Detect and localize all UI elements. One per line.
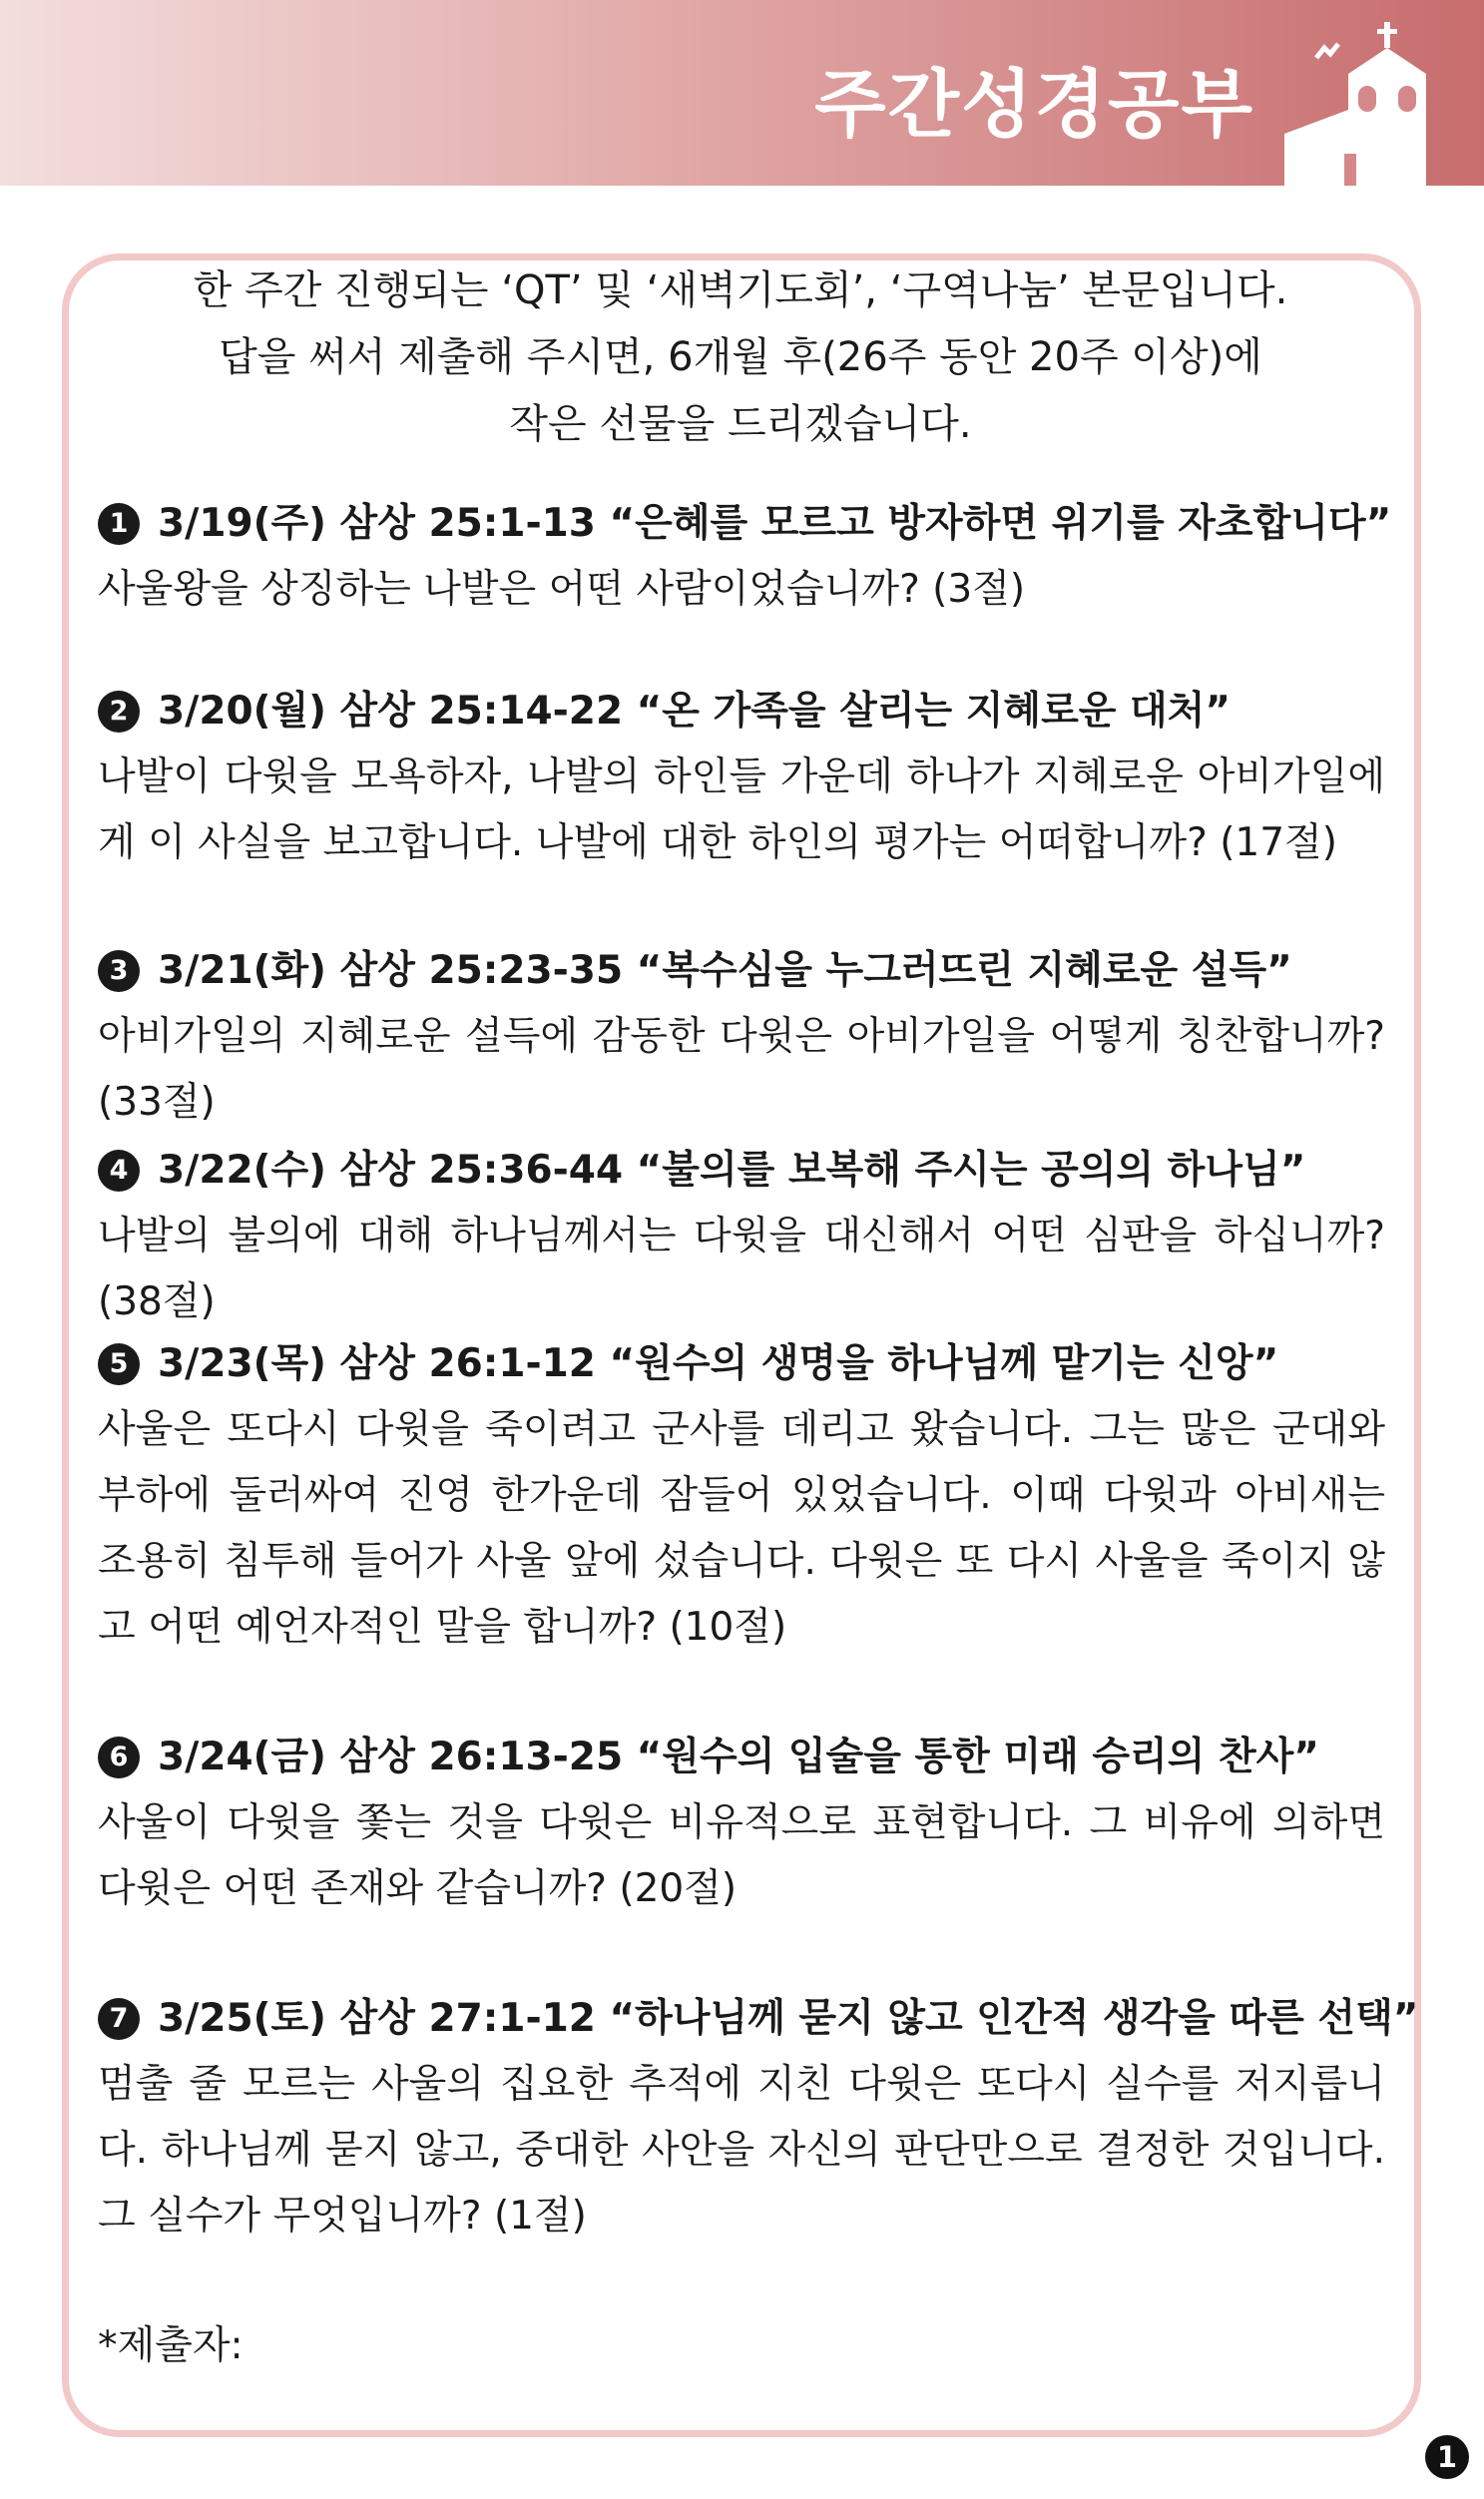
question-6 bbox=[98, 1725, 1385, 1922]
question-body: 사울왕을 상징하는 나발은 어떤 사람이었습니까? (3절) bbox=[98, 567, 1026, 612]
question-body: 나발의 불의에 대해 하나님께서는 다윗을 대신해서 어떤 심판을 하십니까? (38절) bbox=[98, 1214, 1385, 1324]
question-number-badge: 5 bbox=[98, 1343, 140, 1385]
question-number-badge: 6 bbox=[98, 1737, 140, 1778]
question-5 bbox=[98, 1331, 1385, 1661]
question-heading: 3/20(월) 삼상 25:14-22 “온 가족을 살리는 지혜로운 대처” bbox=[158, 689, 1231, 734]
question-1 bbox=[98, 491, 1392, 623]
intro-text bbox=[100, 257, 1381, 458]
question-title bbox=[98, 1138, 1385, 1204]
question-body: 사울은 또다시 다윗을 죽이려고 군사를 데리고 왔습니다. 그는 많은 군대와 부하에 둘러싸여 진영 한가운데 잠들어 있었습니다. 이때 다윗과 아비새는 조용히 침투해 들어가 사울 앞에 섰습니다. 다윗은 또 다시 사울을 죽이지 않고 어떤 예언자적인 말을 합니까? (10절) bbox=[98, 1407, 1385, 1650]
question-heading: 3/24(금) 삼상 26:13-25 “원수의 입술을 통한 미래 승리의 찬사” bbox=[158, 1735, 1319, 1779]
intro-line: 작은 선물을 드리겠습니다. bbox=[509, 401, 972, 447]
question-number-badge: 3 bbox=[98, 950, 140, 992]
question-heading: 3/23(목) 삼상 26:1-12 “원수의 생명을 하나님께 맡기는 신앙” bbox=[158, 1341, 1279, 1386]
intro-line: 답을 써서 제출해 주시면, 6개월 후(26주 동안 20주 이상)에 bbox=[219, 334, 1262, 380]
question-heading: 3/22(수) 삼상 25:36-44 “불의를 보복해 주시는 공의의 하나님” bbox=[158, 1148, 1306, 1193]
question-3 bbox=[98, 938, 1385, 1136]
question-title bbox=[98, 1986, 1419, 2052]
question-2 bbox=[98, 679, 1385, 876]
question-number-badge: 4 bbox=[98, 1150, 140, 1192]
question-heading: 3/25(토) 삼상 27:1-12 “하나님께 묻지 않고 인간적 생각을 따른 선택” bbox=[158, 1996, 1419, 2041]
question-4 bbox=[98, 1138, 1385, 1335]
question-heading: 3/19(주) 삼상 25:1-13 “은혜를 모르고 방자하면 위기를 자초합니다” bbox=[158, 501, 1392, 546]
question-body: 사울이 다윗을 쫓는 것을 다윗은 비유적으로 표현합니다. 그 비유에 의하면 다윗은 어떤 존재와 같습니까? (20절) bbox=[98, 1800, 1385, 1911]
question-title bbox=[98, 491, 1392, 557]
question-heading: 3/21(화) 삼상 25:23-35 “복수심을 누그러뜨린 지혜로운 설득” bbox=[158, 948, 1292, 993]
question-title bbox=[98, 1725, 1385, 1790]
question-body: 아비가일의 지혜로운 설득에 감동한 다윗은 아비가일을 어떻게 칭찬합니까? (33절) bbox=[98, 1014, 1385, 1125]
question-number-badge: 2 bbox=[98, 691, 140, 733]
question-title bbox=[98, 679, 1385, 745]
page-title: 주간성경공부 bbox=[814, 62, 1254, 148]
question-title bbox=[98, 938, 1385, 1004]
question-body: 멈출 줄 모르는 사울의 집요한 추적에 지친 다윗은 또다시 실수를 저지릅니다. 하나님께 묻지 않고, 중대한 사안을 자신의 판단만으로 결정한 것입니다. 그 실수가 무엇입니까? (1절) bbox=[98, 2062, 1385, 2239]
question-number-badge: 7 bbox=[98, 1998, 140, 2040]
question-title bbox=[98, 1331, 1385, 1397]
page-number-badge: 1 bbox=[1425, 2435, 1469, 2479]
question-7 bbox=[98, 1986, 1419, 2249]
question-number-badge: 1 bbox=[98, 503, 140, 545]
intro-line: 한 주간 진행되는 ‘QT’ 및 ‘새벽기도회’, ‘구역나눔’ 본문입니다. bbox=[193, 267, 1288, 313]
header-banner bbox=[0, 0, 1484, 186]
submitter-label: *제출자: bbox=[98, 2323, 244, 2368]
church-icon bbox=[1284, 14, 1454, 186]
question-body: 나발이 다윗을 모욕하자, 나발의 하인들 가운데 하나가 지혜로운 아비가일에게 이 사실을 보고합니다. 나발에 대한 하인의 평가는 어떠합니까? (17절) bbox=[98, 754, 1385, 865]
